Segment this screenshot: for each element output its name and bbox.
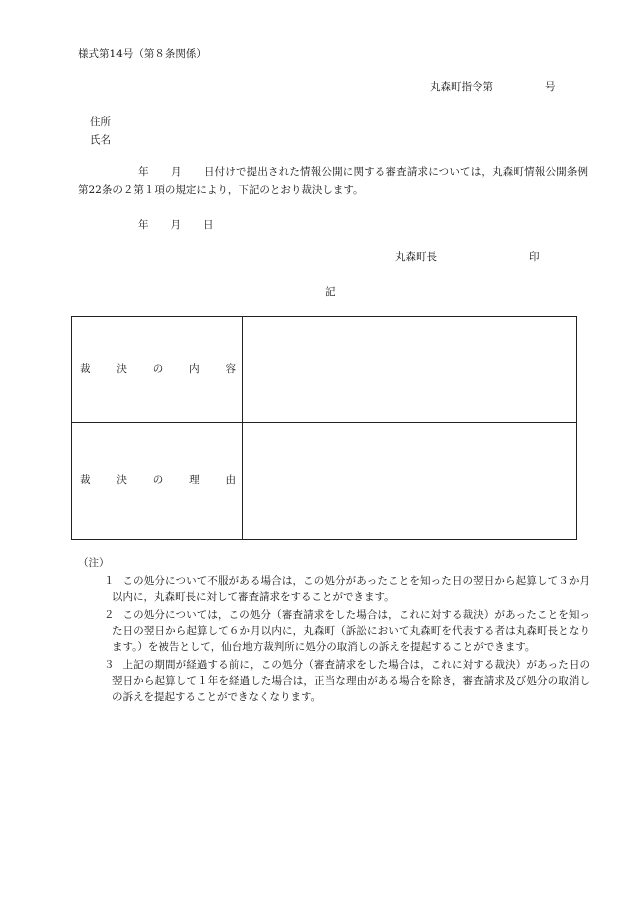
notes-section	[78, 556, 590, 706]
form-number: 様式第14号（第８条関係）	[78, 48, 207, 60]
ki-heading: 記	[325, 286, 336, 298]
issue-date-day: 日	[203, 219, 214, 231]
label-char: 決	[116, 362, 127, 375]
issue-date	[138, 218, 214, 233]
note-text: 上記の期間が経過する前に，この処分（審査請求をした場合は，これに対する裁決）があった日の翌日から起算して１年を経過した場合は，正当な理由がある場合を除き，審査請求及び処分の取消しの訴えを提起することができなくなります。	[112, 658, 590, 704]
label-char: 裁	[80, 474, 91, 487]
body-year: 年	[138, 166, 149, 178]
name-label: 氏名	[90, 134, 111, 146]
label-char: 由	[225, 474, 236, 487]
issue-date-year: 年	[138, 219, 149, 231]
document-number-prefix: 丸森町指令第	[430, 81, 493, 93]
note-text: この処分については，この処分（審査請求をした場合は，これに対する裁決）があったことを知った日の翌日から起算して６か月以内に，丸森町（訴訟において丸森町を代表する者は丸森町長となります。）を被告として，仙台地方裁判所に処分の取消しの訴えを提起することができます。	[112, 608, 590, 654]
notes-heading: （注）	[78, 557, 110, 569]
seal-mark: 印	[529, 251, 540, 263]
label-char: 内	[189, 362, 200, 375]
table-row-decision-reason	[72, 423, 577, 540]
address-label: 住所	[90, 116, 111, 128]
document-number	[430, 80, 556, 95]
label-char: 容	[225, 362, 236, 375]
body-text-content: 日付けで提出された情報公開に関する審査請求については，丸森町情報公開条例第22条の２第１項の規定により，下記のとおり裁決します。	[78, 166, 589, 197]
label-char: 理	[189, 474, 200, 487]
mayor-title: 丸森町長	[395, 251, 437, 263]
note-number: ３	[104, 658, 115, 671]
note-text: この処分について不服がある場合は，この処分があったことを知った日の翌日から起算して３か月以内に，丸森町長に対して審査請求をすることができます。	[112, 575, 590, 604]
note-item	[78, 573, 590, 606]
issue-date-month: 月	[170, 219, 181, 231]
label-char: 裁	[80, 362, 91, 375]
decision-reason-field[interactable]	[243, 423, 577, 540]
label-char: の	[152, 362, 164, 375]
label-char: の	[152, 474, 164, 487]
note-number: ２	[104, 608, 115, 621]
body-month: 月	[170, 166, 182, 178]
decision-table	[71, 316, 577, 540]
decision-content-label	[72, 317, 243, 423]
note-item	[78, 657, 590, 706]
decision-content-field[interactable]	[243, 317, 577, 423]
note-item	[78, 607, 590, 656]
signature-line	[395, 250, 540, 265]
document-number-suffix: 号	[545, 81, 556, 93]
table-row-decision-content	[72, 317, 577, 423]
decision-reason-label	[72, 423, 243, 540]
note-number: １	[104, 575, 115, 588]
label-char: 決	[116, 474, 127, 487]
body-paragraph	[78, 163, 588, 200]
